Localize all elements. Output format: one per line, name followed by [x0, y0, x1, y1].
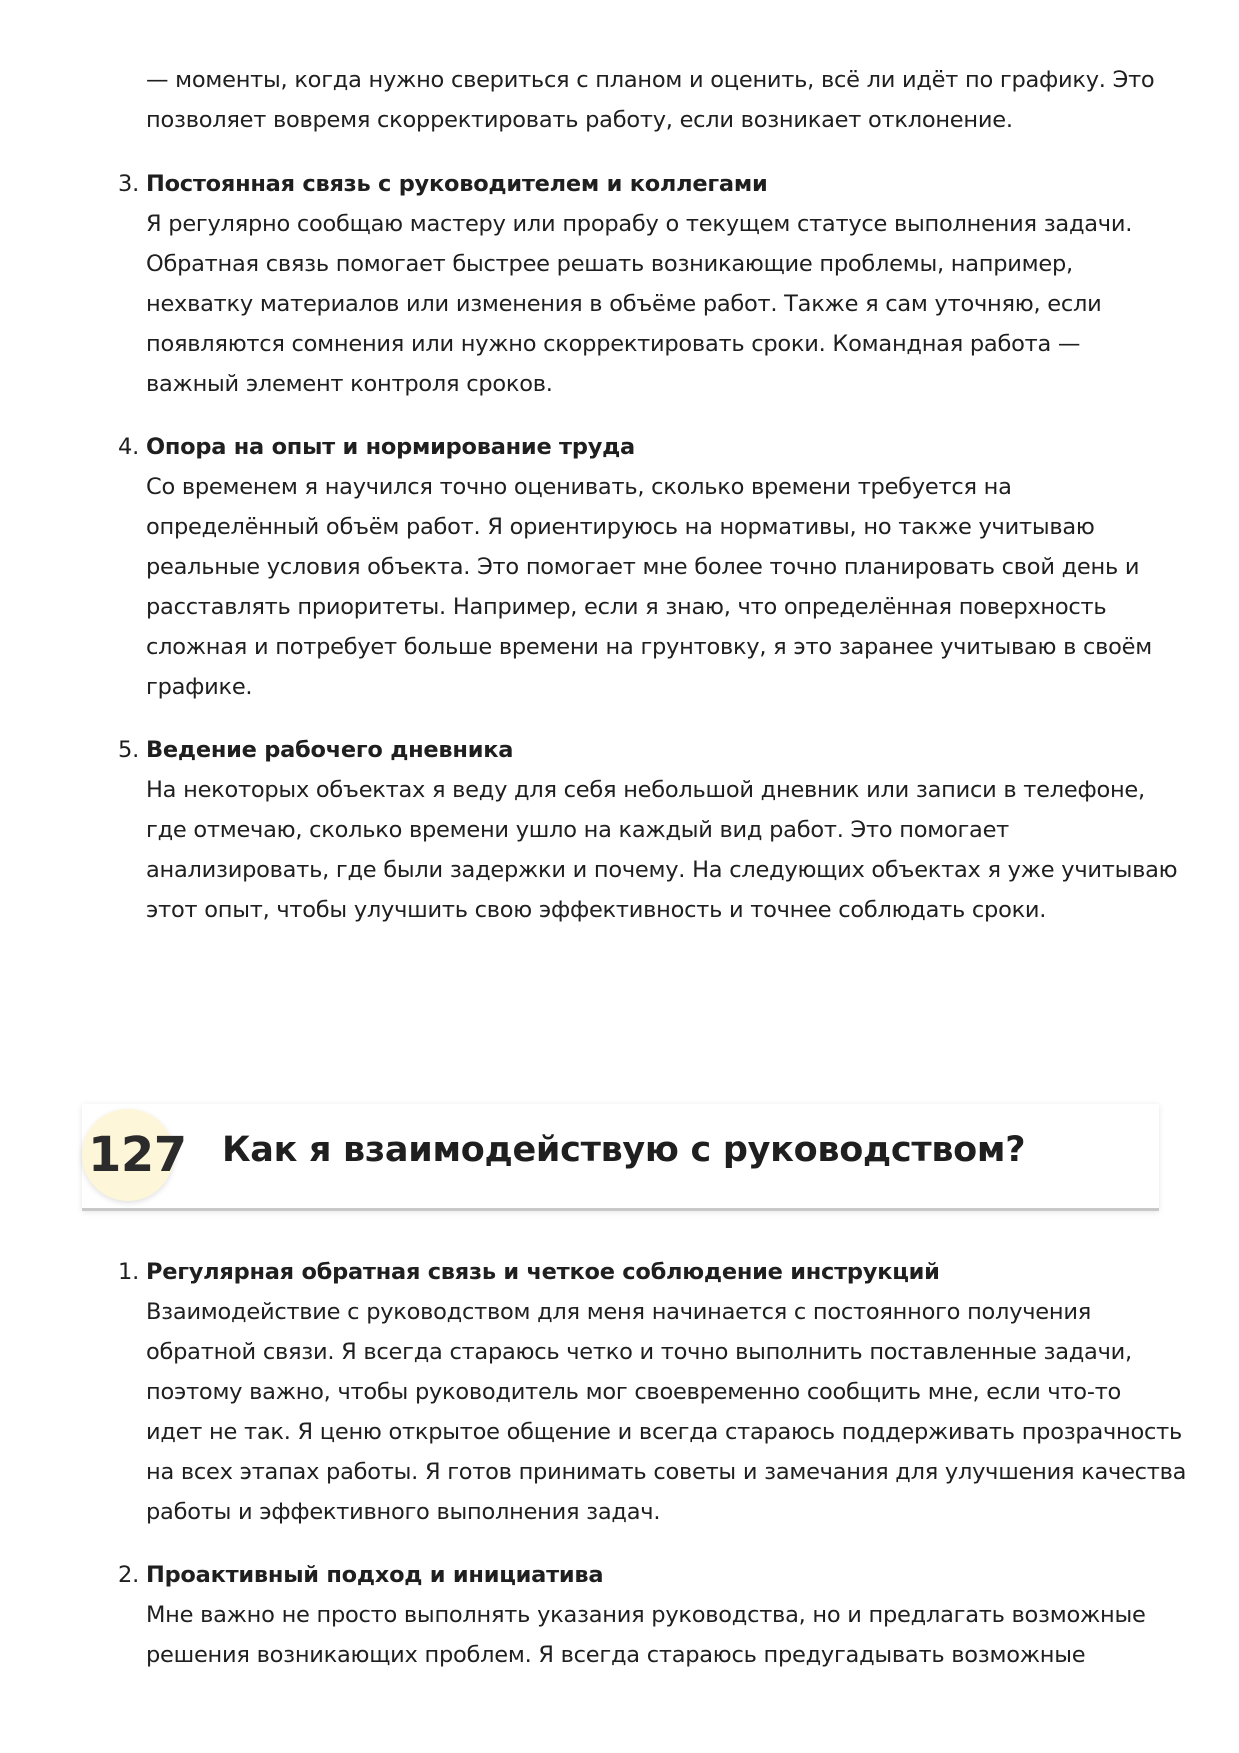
list-item-2	[118, 1555, 1158, 1675]
paragraph-line: где отмечаю, сколько времени ушло на каждый вид работ. Это помогает	[146, 817, 1010, 843]
paragraph-line: решения возникающих проблем. Я всегда стараюсь предугадывать возможные	[146, 1642, 1086, 1668]
paragraph-line: идет не так. Я ценю открытое общение и всегда стараюсь поддерживать прозрачность	[146, 1419, 1183, 1445]
list-item-body	[118, 467, 1158, 707]
list-item-head	[118, 730, 1158, 770]
paragraph-line: Мне важно не просто выполнять указания руководства, но и предлагать возможные	[146, 1602, 1146, 1628]
paragraph-line: определённый объём работ. Я ориентируюсь на нормативы, но также учитываю	[146, 514, 1095, 540]
paragraph-line: обратной связи. Я всегда стараюсь четко и точно выполнить поставленные задачи,	[146, 1339, 1132, 1365]
list-item-number: 1.	[118, 1259, 139, 1285]
list-item-number: 5.	[118, 737, 139, 763]
paragraph-line: Я регулярно сообщаю мастеру или прорабу о текущем статусе выполнения задачи.	[146, 211, 1133, 237]
paragraph-line: работы и эффективного выполнения задач.	[146, 1499, 661, 1525]
section-title: Как я взаимодействую с руководством?	[222, 1130, 1026, 1170]
list-item-title: Регулярная обратная связь и четкое соблюдение инструкций	[146, 1259, 940, 1285]
paragraph-line: важный элемент контроля сроков.	[146, 371, 553, 397]
list-item-body	[118, 1595, 1158, 1675]
paragraph-line: позволяет вовремя скорректировать работу, если возникает отклонение.	[146, 107, 1013, 133]
paragraph-line: этот опыт, чтобы улучшить свою эффективность и точнее соблюдать сроки.	[146, 897, 1047, 923]
list-item-1	[118, 1252, 1187, 1532]
paragraph-line: графике.	[146, 674, 253, 700]
list-item-head	[118, 1555, 1158, 1595]
paragraph-line: появляются сомнения или нужно скорректировать сроки. Командная работа —	[146, 331, 1081, 357]
paragraph-line: Обратная связь помогает быстрее решать возникающие проблемы, например,	[146, 251, 1073, 277]
section-header	[82, 1104, 1159, 1208]
paragraph-line: — моменты, когда нужно свериться с планом и оценить, всё ли идёт по графику. Это	[146, 67, 1155, 93]
intro-paragraph	[146, 60, 1156, 140]
list-item-body	[118, 204, 1158, 404]
paragraph-line: анализировать, где были задержки и почему. На следующих объектах я уже учитываю	[146, 857, 1178, 883]
list-item-head	[118, 427, 1158, 467]
paragraph-line: На некоторых объектах я веду для себя небольшой дневник или записи в телефоне,	[146, 777, 1145, 803]
list-item-5	[118, 730, 1178, 930]
list-item-3	[118, 164, 1158, 404]
list-item-head	[118, 1252, 1158, 1292]
paragraph-line: на всех этапах работы. Я готов принимать советы и замечания для улучшения качества	[146, 1459, 1187, 1485]
list-item-number: 4.	[118, 434, 139, 460]
list-item-body	[118, 770, 1178, 930]
list-item-title: Опора на опыт и нормирование труда	[146, 434, 635, 460]
list-item-title: Ведение рабочего дневника	[146, 737, 514, 763]
list-item-4	[118, 427, 1158, 707]
list-item-title: Постоянная связь с руководителем и коллегами	[146, 171, 768, 197]
paragraph-line: нехватку материалов или изменения в объёме работ. Также я сам уточняю, если	[146, 291, 1102, 317]
paragraph-line: сложная и потребует больше времени на грунтовку, я это заранее учитываю в своём	[146, 634, 1152, 660]
list-item-head	[118, 164, 1158, 204]
paragraph-line: Взаимодействие с руководством для меня начинается с постоянного получения	[146, 1299, 1092, 1325]
paragraph-line: расставлять приоритеты. Например, если я знаю, что определённая поверхность	[146, 594, 1107, 620]
paragraph-line: Со временем я научился точно оценивать, сколько времени требуется на	[146, 474, 1012, 500]
list-item-title: Проактивный подход и инициатива	[146, 1562, 604, 1588]
list-item-number: 2.	[118, 1562, 139, 1588]
list-item-body	[118, 1292, 1187, 1532]
list-item-number: 3.	[118, 171, 139, 197]
paragraph-line: поэтому важно, чтобы руководитель мог своевременно сообщить мне, если что-то	[146, 1379, 1122, 1405]
section-number: 127	[88, 1127, 187, 1183]
paragraph-line: реальные условия объекта. Это помогает мне более точно планировать свой день и	[146, 554, 1140, 580]
